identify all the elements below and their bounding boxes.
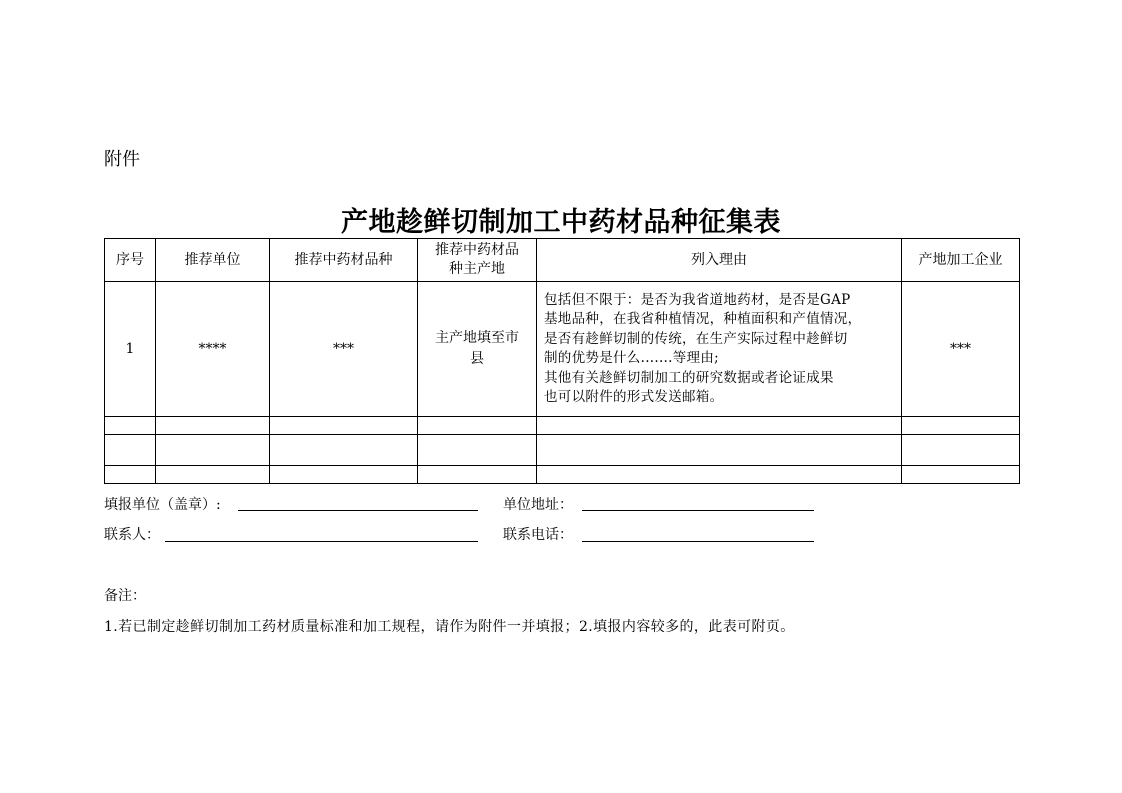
table-row — [105, 282, 1020, 417]
header-recommending-unit: 推荐单位 — [156, 239, 270, 282]
empty-cell[interactable] — [902, 435, 1020, 466]
header-herb-variety: 推荐中药材品种 — [270, 239, 418, 282]
collection-table — [104, 238, 1020, 484]
empty-cell[interactable] — [105, 435, 156, 466]
empty-cell[interactable] — [418, 435, 537, 466]
empty-cell[interactable] — [418, 466, 537, 484]
contact-field[interactable] — [165, 541, 478, 542]
reason-line: 其他有关趁鲜切制加工的研究数据或者论证成果 — [544, 369, 834, 386]
empty-cell[interactable] — [902, 417, 1020, 435]
phone-label: 联系电话： — [503, 527, 573, 543]
empty-cell[interactable] — [537, 417, 902, 435]
address-label: 单位地址： — [503, 497, 573, 513]
table-header-row — [105, 239, 1020, 282]
reason-line: 也可以附件的形式发送邮箱。 — [544, 389, 724, 405]
empty-cell[interactable] — [537, 435, 902, 466]
header-main-origin-text: 推荐中药材品种主产地 — [435, 242, 519, 277]
cell-variety: *** — [270, 282, 418, 417]
empty-cell[interactable] — [156, 435, 270, 466]
empty-cell[interactable] — [270, 435, 418, 466]
empty-cell[interactable] — [418, 417, 537, 435]
cell-origin-text: 主产地填至市县 — [435, 330, 519, 367]
table-row-empty — [105, 466, 1020, 484]
document-title: 产地趁鲜切制加工中药材品种征集表 — [341, 207, 781, 238]
empty-cell[interactable] — [270, 466, 418, 484]
header-index: 序号 — [105, 239, 156, 282]
table-row-empty — [105, 417, 1020, 435]
empty-cell[interactable] — [105, 417, 156, 435]
notes-label: 备注： — [104, 588, 146, 604]
cell-index: 1 — [105, 282, 156, 417]
empty-cell[interactable] — [270, 417, 418, 435]
cell-origin — [418, 282, 537, 417]
contact-label: 联系人： — [104, 527, 160, 543]
attachment-label: 附件 — [104, 149, 140, 170]
notes-text: 1.若已制定趁鲜切制加工药材质量标准和加工规程，请作为附件一并填报；2.填报内容较多的，此表可附页。 — [104, 619, 795, 635]
reason-line: 制的优势是什么.......等理由; — [544, 350, 719, 366]
header-main-origin — [418, 239, 537, 282]
address-field[interactable] — [582, 510, 814, 511]
phone-field[interactable] — [582, 541, 814, 542]
reason-line: 基地品种，在我省种植情况，种植面积和产值情况， — [544, 311, 862, 327]
reason-line: 包括但不限于：是否为我省道地药材，是否是GAP — [544, 291, 851, 308]
unit-seal-field[interactable] — [238, 510, 478, 511]
reason-line: 是否有趁鲜切制的传统，在生产实际过程中趁鲜切 — [544, 330, 848, 347]
empty-cell[interactable] — [105, 466, 156, 484]
unit-seal-label: 填报单位（盖章）: — [104, 497, 221, 513]
empty-cell[interactable] — [156, 466, 270, 484]
cell-reason — [537, 282, 902, 417]
empty-cell[interactable] — [156, 417, 270, 435]
empty-cell[interactable] — [537, 466, 902, 484]
header-enterprise: 产地加工企业 — [902, 239, 1020, 282]
table-row-empty — [105, 435, 1020, 466]
empty-cell[interactable] — [902, 466, 1020, 484]
cell-enterprise: *** — [902, 282, 1020, 417]
cell-unit: **** — [156, 282, 270, 417]
header-reason: 列入理由 — [537, 239, 902, 282]
